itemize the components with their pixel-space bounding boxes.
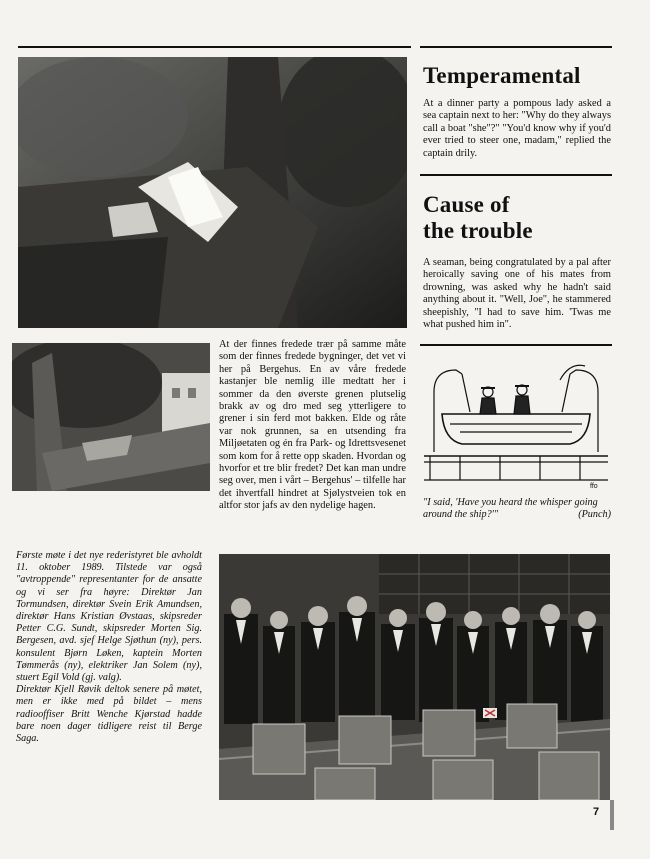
trouble-headline-line1: Cause of [423,192,510,217]
right-divider-1 [420,174,612,176]
page-edge-tab [610,800,614,830]
board-meeting-photo [219,554,610,800]
cartoon-caption [423,497,611,521]
fallen-tree-photo [18,57,407,328]
tree-article-text: At der finnes fredede trær på samme måte som der finnes fredede bygninger, det vet vi her på Bergehus. En av våre fredede kastanjer ble nemlig ille medtatt her i sommer da den øverste grenen plutselig brakk av og dro med seg ytterligere to grener i sin ferd mot bakken. Elde og råte var nok grunnen, sa en utsending fra Miljøetaten og én fra Park- og Idrettsvesenet som kom for å rette opp skaden. Hvordan og hvorfor et tre blir fredet? Det kan man undre seg over, men i vårt – Bergehus' – tilfelle har det ihvertfall hindret at Sjølystveien tok en altfor stor jafs av den nydelige hagen. [219,339,406,512]
svg-text:ffo: ffo [590,483,598,490]
trouble-headline [423,192,612,244]
temperamental-body: At a dinner party a pompous lady asked a sea captain next to her: "Why do they always call a boat "she"?" "You'd know why if you'd ever tried to steer one, madam," replied the captain drily. [423,98,611,159]
broken-branch-photo [12,343,210,491]
cartoon-caption-text: "I said, 'Have you heard the whisper going around the ship?'" [423,497,598,521]
board-caption-paragraph-1: Første møte i det nye rederistyret ble avholdt 11. oktober 1989. Tilstede var også "avtroppende" representanter for de ansatte og vi ser fra høyre: Direktør Jan Tormundsen, direktør Svein Erik Amundsen, direktør Hans Kristian Øvstaas, skipsreder Petter C.G. Sundt, skipsreder Morten Sig. Bergesen, avd. sjef Helge Sjøthun (ny), pers. konsulent Bjørn Løken, kaptein Morten Tømmerås (ny), elektriker Jan Solem (ny), stuert Egil Vold (gj. valg). [16,550,202,684]
right-divider-2 [420,344,612,346]
board-caption-paragraph-2: Direktør Kjell Røvik deltok senere på møtet, men er ikke med på bildet – mens radiooffiser Britt Wenche Kjørstad hadde bare noen dager tidligere reist til Berge Saga. [16,684,202,745]
top-rule-right [420,46,612,48]
trouble-headline-line2: the trouble [423,218,533,243]
lifeboat-cartoon [420,352,612,492]
page-number: 7 [593,806,600,818]
cartoon-credit: (Punch) [578,509,611,521]
board-caption [16,550,202,745]
temperamental-headline: Temperamental [423,63,581,88]
top-rule-left [18,46,411,48]
trouble-body: A seaman, being congratulated by a pal after heroically saving one of his mates from drowning, was asked why he hadn't said anything about it. "Well, Joe", he stammered sheepishly, "I had to save him. 'Twas me what pushed him in". [423,257,611,331]
